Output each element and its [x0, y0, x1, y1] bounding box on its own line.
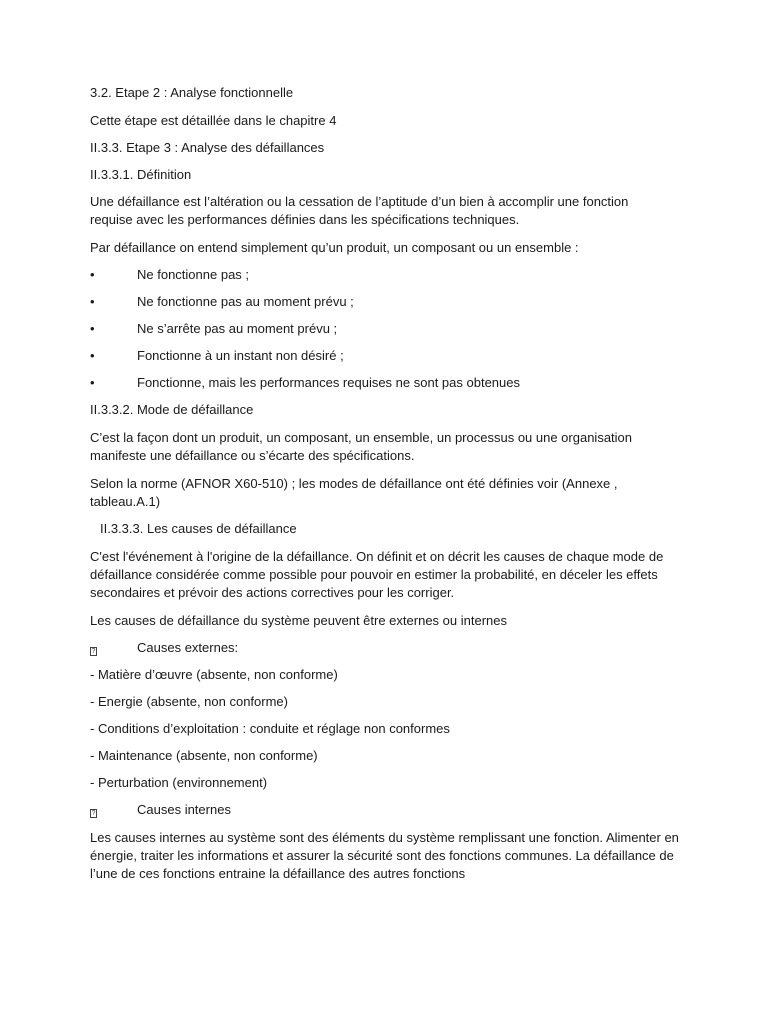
list-item-text: Ne fonctionne pas ; — [137, 267, 250, 282]
list-item — [90, 347, 682, 365]
bullet-marker: • — [90, 348, 95, 363]
paragraph-line: secondaires et prévoir des actions correctives pour les corriger. — [90, 585, 455, 600]
bullet-marker: • — [90, 267, 95, 282]
list-item: - Matière d’œuvre (absente, non conforme) — [90, 667, 338, 682]
bullet-list — [90, 266, 682, 392]
list-item-text: Ne s’arrête pas au moment prévu ; — [137, 321, 338, 336]
paragraph-line: l’une de ces fonctions entraine la défaillance des autres fonctions — [90, 866, 466, 881]
list-item-text: Fonctionne à un instant non désiré ; — [137, 348, 344, 363]
bullet-marker: • — [90, 321, 95, 336]
paragraph-line: énergie, traiter les informations et assurer la sécurité sont des fonctions communes. La défaillance de — [90, 848, 674, 863]
bullet-marker: • — [90, 375, 95, 390]
paragraph-causes — [90, 548, 682, 602]
list-item: - Maintenance (absente, non conforme) — [90, 748, 318, 763]
causes-externes-item — [90, 639, 682, 657]
list-item — [90, 320, 682, 338]
paragraph-line: défaillance considérée comme possible pour pouvoir en estimer la probabilité, en déceler les effets — [90, 567, 658, 582]
paragraph-line: C'est l'événement à l'origine de la défaillance. On définit et on décrit les causes de chaque mode de — [90, 549, 664, 564]
paragraph-line: C’est la façon dont un produit, un composant, un ensemble, un processus ou une organisation — [90, 430, 633, 445]
list-item-text: Ne fonctionne pas au moment prévu ; — [137, 294, 354, 309]
paragraph-line: requise avec les performances définies dans les spécifications techniques. — [90, 212, 520, 227]
heading-etape-2: 3.2. Etape 2 : Analyse fonctionnelle — [90, 85, 294, 100]
paragraph-systeme: Les causes de défaillance du système peuvent être externes ou internes — [90, 613, 507, 628]
paragraph-norme — [90, 475, 682, 511]
list-item — [90, 293, 682, 311]
heading-mode: II.3.3.2. Mode de défaillance — [90, 402, 254, 417]
paragraph-detail: Cette étape est détaillée dans le chapitre 4 — [90, 113, 337, 128]
bullet-marker: • — [90, 294, 95, 309]
causes-externes-label: Causes externes: — [137, 640, 239, 655]
missing-glyph-icon: ? — [91, 648, 96, 655]
list-item: - Energie (absente, non conforme) — [90, 694, 288, 709]
paragraph-definition — [90, 193, 682, 229]
heading-etape-3: II.3.3. Etape 3 : Analyse des défaillances — [90, 140, 325, 155]
paragraph-line: Selon la norme (AFNOR X60-510) ; les modes de défaillance ont été définies voir (Annexe , — [90, 476, 618, 491]
list-item: - Perturbation (environnement) — [90, 775, 268, 790]
paragraph-entend: Par défaillance on entend simplement qu’un produit, un composant ou un ensemble : — [90, 240, 579, 255]
paragraph-line: Les causes internes au système sont des éléments du système remplissant une fonction. Alimenter en — [90, 830, 679, 845]
list-item — [90, 266, 682, 284]
causes-internes-label: Causes internes — [137, 802, 231, 817]
heading-causes: II.3.3.3. Les causes de défaillance — [100, 521, 297, 536]
externes-list — [90, 666, 682, 792]
paragraph-line: manifeste une défaillance ou s’écarte des spécifications. — [90, 448, 415, 463]
list-item-text: Fonctionne, mais les performances requises ne sont pas obtenues — [137, 375, 520, 390]
paragraph-line: tableau.A.1) — [90, 494, 161, 509]
paragraph-internes — [90, 829, 682, 883]
causes-internes-item — [90, 801, 682, 819]
missing-glyph-icon: ? — [91, 810, 96, 817]
list-item: - Conditions d’exploitation : conduite et réglage non conformes — [90, 721, 450, 736]
paragraph-mode — [90, 429, 682, 465]
paragraph-line: Une défaillance est l’altération ou la cessation de l’aptitude d’un bien à accomplir une fonction — [90, 194, 629, 209]
heading-definition: II.3.3.1. Définition — [90, 167, 192, 182]
list-item — [90, 374, 682, 392]
